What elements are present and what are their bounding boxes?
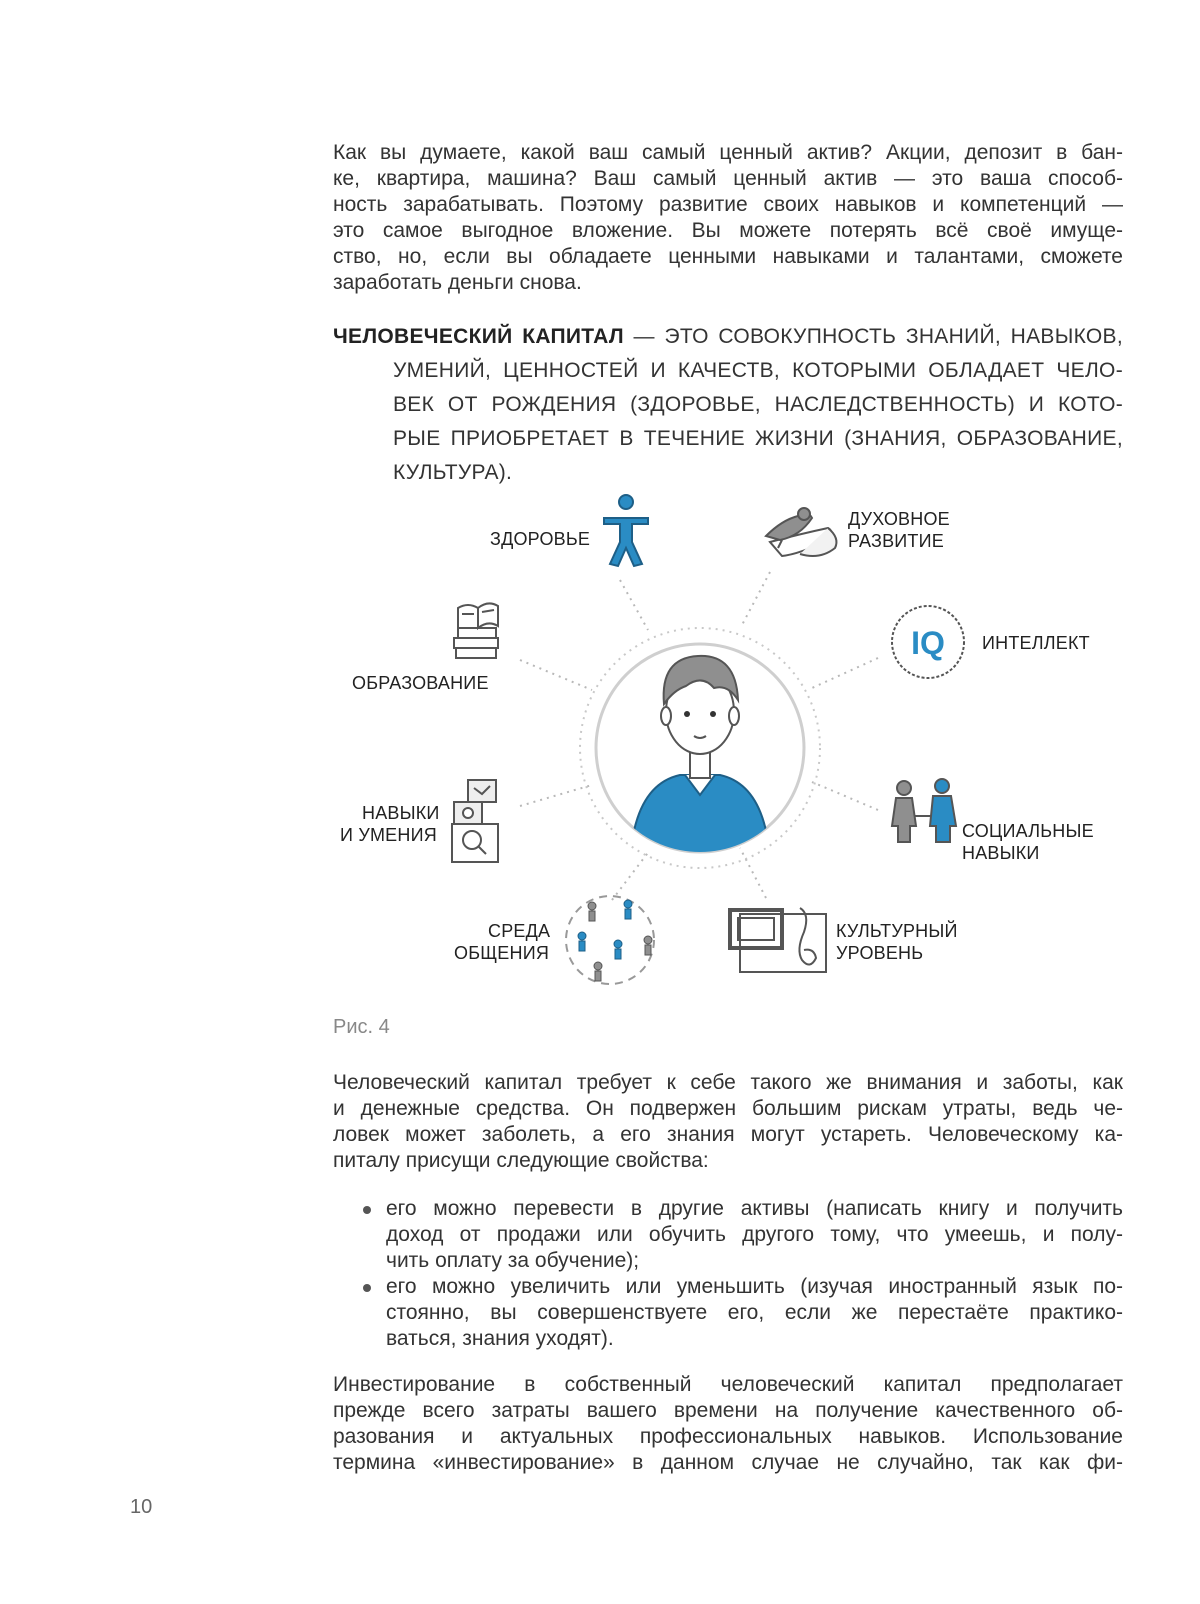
definition-line: РЫЕ ПРИОБРЕТАЕТ В ТЕЧЕНИЕ ЖИЗНИ (ЗНАНИЯ, ОБРАЗОВАНИЕ, <box>393 427 1123 450</box>
label-health: ЗДОРОВЬЕ <box>490 529 591 549</box>
label-spiritual-1: ДУХОВНОЕ <box>848 509 950 529</box>
intro-paragraph <box>333 140 1123 296</box>
text-line: ловек может заболеть, а его знания могут устареть. Человеческому ка- <box>333 1123 1123 1146</box>
definition-line: КУЛЬТУРА). <box>393 461 513 484</box>
books-icon <box>454 603 498 658</box>
person-stretch-icon <box>604 495 648 566</box>
boy-portrait-icon <box>596 644 804 860</box>
text-line: прежде всего затраты вашего времени на получение качественного об- <box>333 1399 1123 1422</box>
label-environment-1: СРЕДА <box>488 921 551 941</box>
iq-text: IQ <box>911 625 945 661</box>
frame-music-icon <box>730 908 826 972</box>
text-line: стоянно, вы совершенствуете его, если же перестаёте практико- <box>386 1301 1123 1324</box>
iq-bubble-icon <box>892 606 964 678</box>
text-line: и денежные средства. Он подвержен большим рискам утраты, ведь че- <box>333 1097 1123 1120</box>
definition-block <box>333 320 1123 490</box>
label-social-2: НАВЫКИ <box>962 843 1040 863</box>
label-intellect: ИНТЕЛЛЕКТ <box>982 633 1090 653</box>
text-line: ность зарабатывать. Поэтому развитие своих навыков и компетенций — <box>333 193 1123 216</box>
text-line: это самое выгодное вложение. Вы можете потерять всё своё имуще- <box>333 219 1123 242</box>
definition-line <box>333 320 1123 354</box>
figure-caption: Рис. 4 <box>333 1016 390 1038</box>
text-line: ваться, знания уходят). <box>386 1327 614 1350</box>
text-line: доход от продажи или обучить другого тому, что умеешь, и полу- <box>386 1223 1123 1246</box>
label-culture-1: КУЛЬТУРНЫЙ <box>836 921 958 941</box>
label-environment-2: ОБЩЕНИЯ <box>454 943 550 963</box>
label-social-1: СОЦИАЛЬНЫЕ <box>962 821 1094 841</box>
definition-line: УМЕНИЙ, ЦЕННОСТЕЙ И КАЧЕСТВ, КОТОРЫМИ ОБЛАДАЕТ ЧЕЛО- <box>393 359 1123 382</box>
text-line: Как вы думаете, какой ваш самый ценный актив? Акции, депозит в бан- <box>333 141 1123 164</box>
human-capital-figure <box>330 490 1130 1030</box>
text-line: питалу присущи следующие свойства: <box>333 1149 709 1172</box>
text-line: разования и актуальных профессиональных навыков. Использование <box>333 1425 1123 1448</box>
text-line: его можно перевести в другие активы (написать книгу и получить <box>386 1197 1123 1220</box>
bullet-icon <box>363 1206 371 1214</box>
handshake-people-icon <box>892 779 956 842</box>
definition-line: ВЕК ОТ РОЖДЕНИЯ (ЗДОРОВЬЕ, НАСЛЕДСТВЕННОСТЬ) И КОТО- <box>393 393 1123 416</box>
page-number: 10 <box>130 1496 153 1518</box>
figure-graphics <box>330 490 1130 1030</box>
label-spiritual-2: РАЗВИТИЕ <box>848 531 944 551</box>
text-line: чить оплату за обучение); <box>386 1249 640 1272</box>
definition-term: ЧЕЛОВЕЧЕСКИЙ КАПИТАЛ <box>333 325 624 348</box>
text-line: Инвестирование в собственный человеческий капитал предполагает <box>333 1373 1123 1396</box>
text-line: термина «инвестирование» в данном случае не случайно, так как фи- <box>333 1451 1123 1474</box>
people-circle-icon <box>566 896 654 984</box>
text-line: заработать деньги снова. <box>333 271 582 294</box>
text-line: ство, но, если вы обладаете ценными навыками и талантами, сможете <box>333 245 1123 268</box>
label-culture-2: УРОВЕНЬ <box>836 943 924 963</box>
list-item <box>333 1196 1123 1274</box>
text-line: его можно увеличить или уменьшить (изучая иностранный язык по- <box>386 1275 1123 1298</box>
properties-list <box>333 1196 1123 1352</box>
label-skills-1: НАВЫКИ <box>362 803 440 823</box>
investment-paragraph <box>333 1372 1123 1476</box>
bird-on-hand-icon <box>766 508 836 556</box>
label-education: ОБРАЗОВАНИЕ <box>352 673 489 693</box>
bullet-icon <box>363 1284 371 1292</box>
list-item <box>333 1274 1123 1352</box>
text-line: Человеческий капитал требует к себе такого же внимания и заботы, как <box>333 1071 1123 1094</box>
properties-intro-paragraph <box>333 1070 1123 1174</box>
skill-boxes-icon <box>452 780 498 862</box>
label-skills-2: И УМЕНИЯ <box>340 825 437 845</box>
text-line: ке, квартира, машина? Ваш самый ценный актив — это ваша способ- <box>333 167 1123 190</box>
definition-text: — ЭТО СОВОКУПНОСТЬ ЗНАНИЙ, НАВЫКОВ, <box>623 325 1124 348</box>
